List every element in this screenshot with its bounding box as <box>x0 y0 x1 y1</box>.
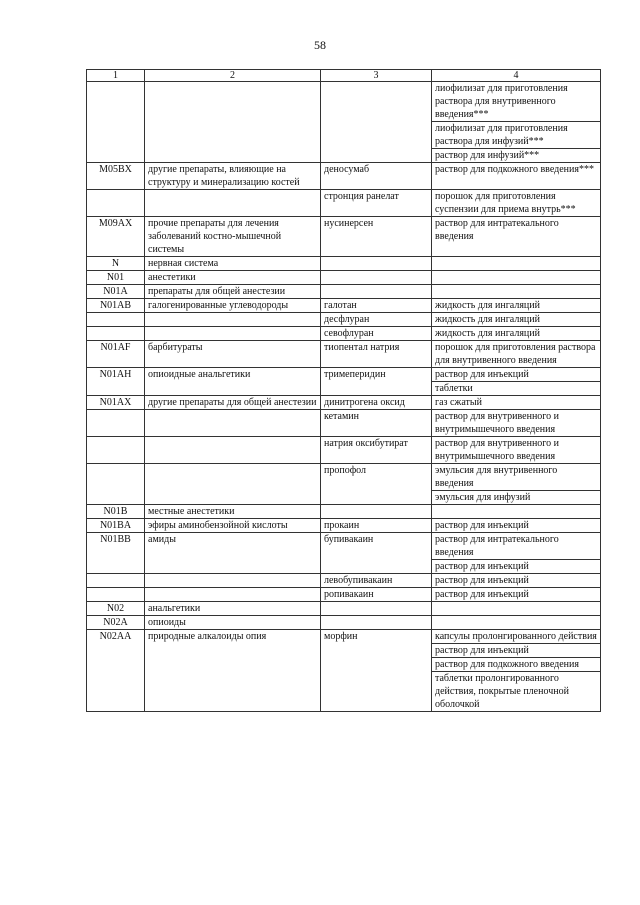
dosage-form-cell: раствор для инъекций <box>432 368 601 382</box>
table-row <box>87 217 601 257</box>
dosage-form-cell: таблетки <box>432 382 601 396</box>
dosage-form-cell: раствор для внутривенного и внутримышечного введения <box>432 410 601 437</box>
drug-name-cell: бупивакаин <box>321 533 432 574</box>
group-name-cell <box>145 464 321 505</box>
group-name-cell <box>145 327 321 341</box>
dosage-form-cell: порошок для приготовления раствора для внутривенного введения <box>432 341 601 368</box>
atc-code-cell <box>87 313 145 327</box>
atc-code-cell <box>87 464 145 505</box>
dosage-form-cell <box>432 602 601 616</box>
drug-name-cell <box>321 271 432 285</box>
drug-name-cell <box>321 285 432 299</box>
table-row <box>87 82 601 122</box>
medicines-table <box>86 69 601 712</box>
drug-name-cell <box>321 616 432 630</box>
drug-name-cell: галотан <box>321 299 432 313</box>
group-name-cell <box>145 410 321 437</box>
dosage-form-cell: раствор для инъекций <box>432 574 601 588</box>
table-row <box>87 519 601 533</box>
dosage-form-cell: капсулы пролонгированного действия <box>432 630 601 644</box>
table-row <box>87 437 601 464</box>
table-row <box>87 163 601 190</box>
atc-code-cell: N02A <box>87 616 145 630</box>
drug-name-cell: деносумаб <box>321 163 432 190</box>
atc-code-cell: N01AF <box>87 341 145 368</box>
atc-code-cell <box>87 82 145 163</box>
group-name-cell: другие препараты, влияющие на структуру и минерализацию костей <box>145 163 321 190</box>
group-name-cell <box>145 82 321 163</box>
table-row <box>87 327 601 341</box>
dosage-form-cell: порошок для приготовления суспензии для приема внутрь*** <box>432 190 601 217</box>
group-name-cell <box>145 588 321 602</box>
atc-code-cell: N01AB <box>87 299 145 313</box>
group-name-cell: другие препараты для общей анестезии <box>145 396 321 410</box>
dosage-form-cell: лиофилизат для приготовления раствора для инфузий*** <box>432 122 601 149</box>
atc-code-cell: N01 <box>87 271 145 285</box>
drug-name-cell: динитрогена оксид <box>321 396 432 410</box>
dosage-form-cell: раствор для инфузий*** <box>432 149 601 163</box>
group-name-cell: анальгетики <box>145 602 321 616</box>
drug-name-cell: левобупивакаин <box>321 574 432 588</box>
table-row <box>87 257 601 271</box>
table-row <box>87 602 601 616</box>
group-name-cell: анестетики <box>145 271 321 285</box>
dosage-form-cell <box>432 257 601 271</box>
group-name-cell <box>145 574 321 588</box>
table-row <box>87 505 601 519</box>
dosage-form-cell: эмульсия для внутривенного введения <box>432 464 601 491</box>
atc-code-cell: N01AX <box>87 396 145 410</box>
atc-code-cell: N02 <box>87 602 145 616</box>
group-name-cell: прочие препараты для лечения заболеваний костно-мышечной системы <box>145 217 321 257</box>
group-name-cell <box>145 313 321 327</box>
table-row <box>87 574 601 588</box>
atc-code-cell: N02AA <box>87 630 145 712</box>
table-row <box>87 313 601 327</box>
drug-name-cell: десфлуран <box>321 313 432 327</box>
table-row <box>87 271 601 285</box>
group-name-cell: препараты для общей анестезии <box>145 285 321 299</box>
dosage-form-cell <box>432 505 601 519</box>
table-row <box>87 533 601 560</box>
drug-name-cell: тримеперидин <box>321 368 432 396</box>
dosage-form-cell: жидкость для ингаляций <box>432 299 601 313</box>
drug-name-cell: кетамин <box>321 410 432 437</box>
dosage-form-cell: лиофилизат для приготовления раствора для внутривенного введения*** <box>432 82 601 122</box>
table-row <box>87 588 601 602</box>
header-cell: 3 <box>321 70 432 82</box>
drug-name-cell: ропивакаин <box>321 588 432 602</box>
atc-code-cell: M05BX <box>87 163 145 190</box>
drug-name-cell: прокаин <box>321 519 432 533</box>
dosage-form-cell: жидкость для ингаляций <box>432 327 601 341</box>
group-name-cell: природные алкалоиды опия <box>145 630 321 712</box>
drug-name-cell: пропофол <box>321 464 432 505</box>
dosage-form-cell <box>432 616 601 630</box>
drug-name-cell: севофлуран <box>321 327 432 341</box>
table-row <box>87 616 601 630</box>
header-cell: 1 <box>87 70 145 82</box>
drug-name-cell <box>321 257 432 271</box>
dosage-form-cell: раствор для интратекального введения <box>432 533 601 560</box>
dosage-form-cell: жидкость для ингаляций <box>432 313 601 327</box>
atc-code-cell <box>87 410 145 437</box>
group-name-cell: опиоидные анальгетики <box>145 368 321 396</box>
atc-code-cell <box>87 588 145 602</box>
header-cell: 4 <box>432 70 601 82</box>
atc-code-cell <box>87 574 145 588</box>
drug-name-cell <box>321 82 432 163</box>
group-name-cell: опиоиды <box>145 616 321 630</box>
atc-code-cell: N01B <box>87 505 145 519</box>
dosage-form-cell: таблетки пролонгированного действия, покрытые пленочной оболочкой <box>432 672 601 712</box>
table-row <box>87 190 601 217</box>
group-name-cell: нервная система <box>145 257 321 271</box>
table-row <box>87 285 601 299</box>
atc-code-cell: N <box>87 257 145 271</box>
dosage-form-cell: эмульсия для инфузий <box>432 491 601 505</box>
table-row <box>87 630 601 644</box>
page-number: 58 <box>314 38 326 52</box>
dosage-form-cell: раствор для инъекций <box>432 588 601 602</box>
drug-name-cell: тиопентал натрия <box>321 341 432 368</box>
drug-name-cell: стронция ранелат <box>321 190 432 217</box>
table-row <box>87 396 601 410</box>
drug-name-cell <box>321 505 432 519</box>
atc-code-cell <box>87 437 145 464</box>
drug-name-cell: морфин <box>321 630 432 712</box>
atc-code-cell: N01AH <box>87 368 145 396</box>
atc-code-cell <box>87 327 145 341</box>
group-name-cell: местные анестетики <box>145 505 321 519</box>
table-row <box>87 464 601 491</box>
table-row <box>87 368 601 382</box>
dosage-form-cell: газ сжатый <box>432 396 601 410</box>
table-header-row <box>87 70 601 82</box>
dosage-form-cell: раствор для подкожного введения*** <box>432 163 601 190</box>
atc-code-cell: N01BB <box>87 533 145 574</box>
dosage-form-cell <box>432 271 601 285</box>
drug-name-cell: нусинерсен <box>321 217 432 257</box>
drug-name-cell: натрия оксибутират <box>321 437 432 464</box>
group-name-cell: амиды <box>145 533 321 574</box>
table-row <box>87 299 601 313</box>
group-name-cell <box>145 437 321 464</box>
table-row <box>87 410 601 437</box>
dosage-form-cell: раствор для подкожного введения <box>432 658 601 672</box>
dosage-form-cell: раствор для инъекций <box>432 560 601 574</box>
dosage-form-cell: раствор для инъекций <box>432 519 601 533</box>
table-row <box>87 341 601 368</box>
group-name-cell: барбитураты <box>145 341 321 368</box>
dosage-form-cell: раствор для интратекального введения <box>432 217 601 257</box>
group-name-cell: галогенированные углеводороды <box>145 299 321 313</box>
atc-code-cell <box>87 190 145 217</box>
atc-code-cell: N01A <box>87 285 145 299</box>
header-cell: 2 <box>145 70 321 82</box>
atc-code-cell: N01BA <box>87 519 145 533</box>
atc-code-cell: M09AX <box>87 217 145 257</box>
dosage-form-cell: раствор для инъекций <box>432 644 601 658</box>
group-name-cell: эфиры аминобензойной кислоты <box>145 519 321 533</box>
dosage-form-cell <box>432 285 601 299</box>
drug-name-cell <box>321 602 432 616</box>
group-name-cell <box>145 190 321 217</box>
dosage-form-cell: раствор для внутривенного и внутримышечного введения <box>432 437 601 464</box>
